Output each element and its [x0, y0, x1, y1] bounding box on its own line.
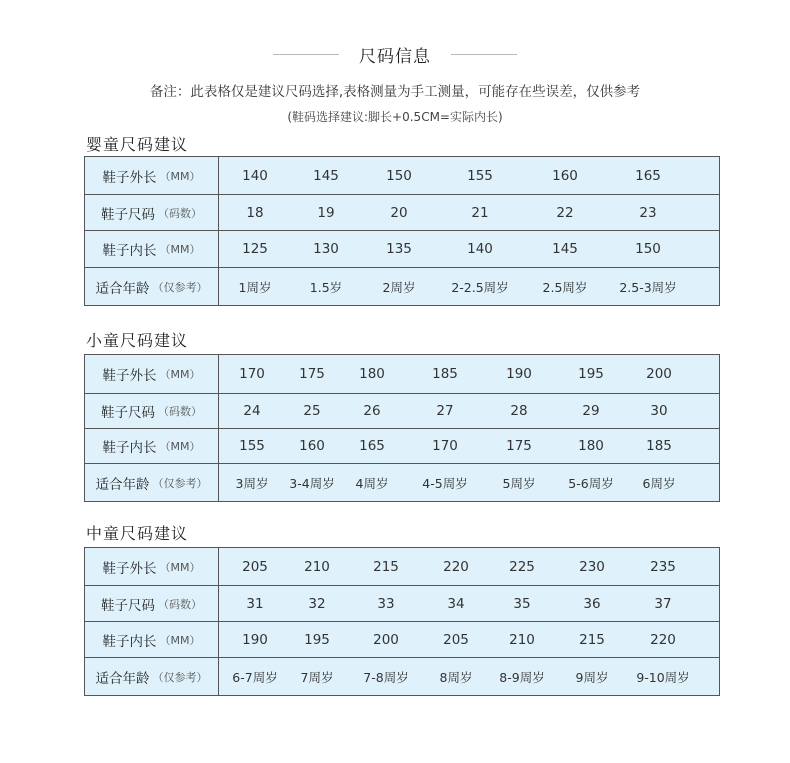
row-label-outer-length — [85, 548, 219, 585]
label-unit: （MM） — [159, 633, 201, 647]
cell-inner-length: 145 — [552, 241, 578, 257]
label-unit: （码数） — [158, 206, 202, 220]
cell-outer-length: 155 — [467, 167, 493, 184]
cell-inner-length: 170 — [432, 438, 458, 454]
row-age — [85, 268, 719, 305]
size-table — [84, 156, 720, 306]
cell-age: 5周岁 — [502, 475, 536, 491]
cell-age: 8周岁 — [439, 669, 473, 685]
cell-size: 34 — [447, 595, 465, 612]
cell-size: 31 — [246, 595, 264, 612]
cell-inner-length: 140 — [467, 241, 493, 257]
cell-outer-length: 160 — [552, 167, 578, 184]
disclaimer-note: 备注：此表格仅是建议尺码选择,表格测量为手工测量，可能存在些误差，仅供参考 — [149, 84, 641, 100]
cell-age: 2.5-3周岁 — [619, 279, 677, 295]
cell-inner-length: 125 — [242, 241, 268, 257]
row-outer-length — [85, 355, 719, 394]
row-label-size — [85, 195, 219, 230]
cell-outer-length: 205 — [242, 558, 268, 575]
cell-size: 33 — [377, 595, 395, 612]
cell-age: 2.5周岁 — [542, 279, 588, 295]
cell-size: 29 — [582, 403, 600, 419]
cell-size: 35 — [513, 595, 531, 612]
label-unit: （MM） — [159, 560, 201, 574]
label-unit: （MM） — [159, 368, 201, 381]
cell-inner-length: 190 — [242, 631, 268, 648]
cell-outer-length: 150 — [386, 167, 412, 184]
row-outer-length — [85, 157, 719, 195]
row-size — [85, 394, 719, 429]
section-title: 中童尺码建议 — [86, 524, 189, 543]
cell-age: 6-7周岁 — [232, 669, 278, 685]
cell-inner-length: 175 — [506, 438, 532, 454]
cell-age: 9周岁 — [575, 669, 609, 685]
label-text: 鞋子外长 — [102, 560, 157, 577]
cell-inner-length: 150 — [635, 241, 661, 257]
row-label-size — [85, 394, 219, 428]
label-text: 鞋子内长 — [102, 243, 157, 259]
cell-outer-length: 175 — [299, 366, 325, 382]
row-size — [85, 586, 719, 622]
cell-size: 20 — [390, 204, 408, 221]
cell-inner-length: 200 — [373, 631, 399, 648]
cell-outer-length: 145 — [313, 167, 339, 184]
label-text: 适合年龄 — [95, 280, 150, 297]
cell-outer-length: 235 — [650, 558, 676, 575]
label-text: 鞋子尺码 — [101, 597, 155, 614]
cell-size: 21 — [471, 204, 489, 221]
title-divider-left — [273, 54, 339, 55]
size-table — [84, 547, 720, 696]
cell-age: 7周岁 — [300, 669, 334, 685]
row-label-age — [85, 268, 219, 305]
cell-outer-length: 230 — [579, 558, 605, 575]
cell-size: 32 — [308, 595, 326, 612]
label-unit: （仅参考） — [152, 476, 208, 490]
row-label-inner-length — [85, 429, 219, 463]
cell-size: 27 — [436, 403, 454, 419]
row-age — [85, 464, 719, 501]
cell-size: 30 — [650, 403, 668, 419]
label-text: 鞋子外长 — [102, 169, 157, 186]
cell-inner-length: 195 — [304, 631, 330, 648]
row-age — [85, 658, 719, 695]
cell-age: 3周岁 — [235, 475, 269, 491]
cell-inner-length: 185 — [646, 438, 672, 454]
cell-size: 36 — [583, 595, 601, 612]
row-label-inner-length — [85, 622, 219, 657]
cell-outer-length: 225 — [509, 558, 535, 575]
cell-inner-length: 220 — [650, 631, 676, 648]
cell-age: 4周岁 — [355, 475, 389, 491]
cell-age: 3-4周岁 — [289, 475, 335, 491]
cell-age: 5-6周岁 — [568, 475, 614, 491]
label-text: 鞋子外长 — [102, 368, 157, 384]
label-text: 适合年龄 — [95, 476, 150, 493]
label-text: 适合年龄 — [95, 670, 150, 687]
size-table — [84, 354, 720, 502]
cell-outer-length: 220 — [443, 558, 469, 575]
cell-size: 18 — [246, 204, 264, 221]
cell-age: 6周岁 — [642, 475, 676, 491]
cell-size: 24 — [243, 403, 261, 419]
cell-inner-length: 215 — [579, 631, 605, 648]
cell-size: 37 — [654, 595, 672, 612]
cell-inner-length: 165 — [359, 438, 385, 454]
cell-size: 28 — [510, 403, 528, 419]
row-inner-length — [85, 231, 719, 268]
row-outer-length — [85, 548, 719, 586]
cell-inner-length: 135 — [386, 241, 412, 257]
page-title: 尺码信息 — [359, 46, 431, 67]
label-unit: （码数） — [158, 405, 202, 418]
label-unit: （仅参考） — [152, 280, 208, 294]
label-unit: （仅参考） — [152, 670, 208, 684]
cell-age: 2-2.5周岁 — [451, 279, 509, 295]
cell-inner-length: 210 — [509, 631, 535, 648]
section-title: 小童尺码建议 — [86, 331, 189, 350]
cell-size: 22 — [556, 204, 574, 221]
cell-inner-length: 130 — [313, 241, 339, 257]
row-inner-length — [85, 429, 719, 464]
cell-outer-length: 195 — [578, 366, 604, 382]
cell-outer-length: 210 — [304, 558, 330, 575]
label-text: 鞋子内长 — [102, 440, 157, 456]
cell-size: 19 — [317, 204, 335, 221]
label-text: 鞋子尺码 — [101, 206, 155, 223]
row-label-outer-length — [85, 157, 219, 194]
cell-age: 4-5周岁 — [422, 475, 468, 491]
cell-outer-length: 140 — [242, 167, 268, 184]
label-text: 鞋子内长 — [102, 633, 157, 650]
cell-age: 1周岁 — [238, 279, 272, 295]
label-unit: （MM） — [159, 440, 201, 453]
cell-age: 1.5岁 — [309, 279, 343, 295]
cell-size: 26 — [363, 403, 381, 419]
section-title: 婴童尺码建议 — [86, 135, 189, 154]
size-tip: (鞋码选择建议:脚长+0.5CM=实际内长) — [287, 110, 503, 124]
title-divider-right — [451, 54, 517, 55]
cell-outer-length: 180 — [359, 366, 385, 382]
cell-size: 23 — [639, 204, 657, 221]
cell-outer-length: 165 — [635, 167, 661, 184]
cell-outer-length: 200 — [646, 366, 672, 382]
cell-outer-length: 185 — [432, 366, 458, 382]
row-inner-length — [85, 622, 719, 658]
label-text: 鞋子尺码 — [101, 405, 155, 421]
row-label-age — [85, 658, 219, 695]
cell-inner-length: 160 — [299, 438, 325, 454]
cell-age: 9-10周岁 — [636, 669, 690, 685]
page-header — [0, 42, 790, 66]
row-size — [85, 195, 719, 231]
row-label-size — [85, 586, 219, 621]
cell-size: 25 — [303, 403, 321, 419]
cell-age: 8-9周岁 — [499, 669, 545, 685]
cell-age: 2周岁 — [382, 279, 416, 295]
cell-inner-length: 155 — [239, 438, 265, 454]
cell-age: 7-8周岁 — [363, 669, 409, 685]
cell-inner-length: 205 — [443, 631, 469, 648]
cell-outer-length: 215 — [373, 558, 399, 575]
label-unit: （码数） — [158, 597, 202, 611]
row-label-inner-length — [85, 231, 219, 267]
label-unit: （MM） — [159, 243, 201, 256]
cell-inner-length: 180 — [578, 438, 604, 454]
cell-outer-length: 170 — [239, 366, 265, 382]
label-unit: （MM） — [159, 169, 201, 183]
cell-outer-length: 190 — [506, 366, 532, 382]
row-label-outer-length — [85, 355, 219, 393]
row-label-age — [85, 464, 219, 501]
